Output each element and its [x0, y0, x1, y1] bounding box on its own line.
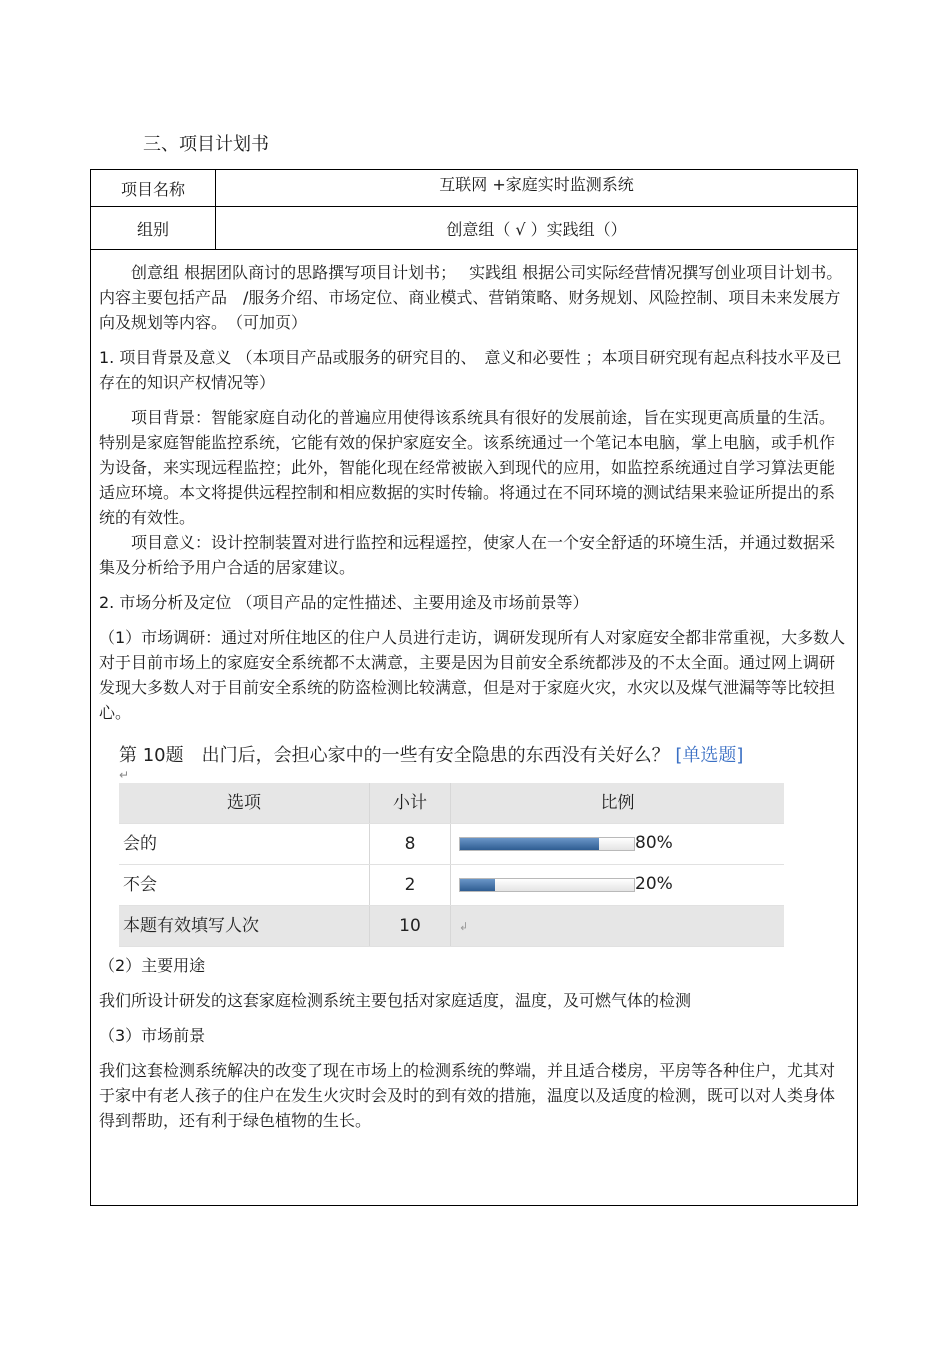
ratio-bar	[459, 837, 635, 851]
total-label: 本题有效填写人次	[119, 906, 370, 947]
outlook-heading: （3）市场前景	[99, 1026, 206, 1045]
return-mark: ↵	[119, 768, 130, 782]
group-value: 创意组（ √ ）实践组（）	[446, 219, 627, 239]
survey-question	[119, 745, 784, 767]
group-label: 组别	[91, 207, 216, 249]
ratio-cell	[451, 824, 785, 865]
background-paragraph: 项目背景：智能家庭自动化的普遍应用使得该系统具有很好的发展前途，旨在实现更高质量的生活。特别是家庭智能监控系统，它能有效的保护家庭安全。该系统通过一个笔记本电脑，掌上电脑，或手机作为设备，来实现远程监控；此外，智能化现在经常被嵌入到现代的应用，如监控系统通过自学习算法更能适应环境。本文将提供远程控制和相应数据的实时传输。将通过在不同环境的测试结果来验证所提出的系统的有效性。	[99, 408, 836, 527]
group-row	[91, 207, 857, 250]
project-name-row	[91, 170, 857, 207]
plan-table	[90, 169, 858, 1206]
outlook-paragraph: 我们这套检测系统解决的改变了现在市场上的检测系统的弊端，并且适合楼房，平房等各种住户，尤其对于家中有老人孩子的住户在发生火灾时会及时的到有效的措施，温度以及适度的检测，既可以对人类身体得到帮助，还有利于绿色植物的生长。	[99, 1061, 836, 1130]
ratio-percent: 80%	[635, 833, 673, 854]
col-ratio-header: 比例	[451, 783, 785, 824]
survey-table	[119, 783, 784, 947]
count-cell: 8	[370, 824, 451, 865]
ratio-bar-fill	[460, 879, 495, 891]
row-mark: ↲	[459, 920, 469, 933]
survey-row	[119, 824, 784, 865]
background-heading: 1. 项目背景及意义 （本项目产品或服务的研究目的、 意义和必要性 ；本项目研究现有起点科技水平及已存在的知识产权情况等）	[99, 348, 842, 392]
col-option-header: 选项	[119, 783, 370, 824]
survey-total-row	[119, 906, 784, 947]
usage-paragraph: 我们所设计研发的这套家庭检测系统主要包括对家庭适度，温度，及可燃气体的检测	[99, 991, 692, 1010]
ratio-bar-fill	[460, 838, 599, 850]
total-value: 10	[370, 906, 451, 947]
ratio-cell	[451, 865, 785, 906]
survey-row	[119, 865, 784, 906]
survey-header-row	[119, 783, 784, 824]
project-name-label: 项目名称	[91, 170, 216, 206]
option-cell: 会的	[119, 824, 370, 865]
section-title: 三、项目计划书	[143, 134, 269, 155]
market-research-paragraph: （1）市场调研：通过对所住地区的住户人员进行走访，调研发现所有人对家庭安全都非常重视，大多数人对于目前市场上的家庭安全系统都不太满意，主要是因为目前安全系统都涉及的不太全面。通过网上调研发现大多数人对于目前安全系统的防盗检测比较满意，但是对于家庭火灾，水灾以及煤气泄漏等等比较担心。	[99, 628, 846, 722]
survey-question-text: 第 10题 出门后，会担心家中的一些有安全隐患的东西没有关好么？	[119, 745, 670, 766]
col-count-header: 小计	[370, 783, 451, 824]
plan-content	[99, 260, 849, 1133]
total-ratio-cell	[451, 906, 785, 947]
ratio-percent: 20%	[635, 874, 673, 895]
intro-paragraph: 创意组 根据团队商讨的思路撰写项目计划书； 实践组 根据公司实际经营情况撰写创业项目计划书。内容主要包括产品 /服务介绍、市场定位、商业模式、营销策略、财务规划、风险控制、项目未来发展方向及规划等内容。 （可加页）	[99, 263, 843, 332]
survey-figure	[119, 745, 784, 947]
question-type-tag: [单选题]	[675, 745, 744, 766]
ratio-bar	[459, 878, 635, 892]
significance-paragraph: 项目意义：设计控制装置对进行监控和远程遥控，使家人在一个安全舒适的环境生活，并通过数据采集及分析给予用户合适的居家建议。	[99, 533, 836, 577]
project-name-value: 互联网 +家庭实时监测系统	[439, 175, 634, 194]
market-heading: 2. 市场分析及定位 （项目产品的定性描述、主要用途及市场前景等）	[99, 593, 589, 612]
count-cell: 2	[370, 865, 451, 906]
usage-heading: （2）主要用途	[99, 956, 206, 975]
option-cell: 不会	[119, 865, 370, 906]
